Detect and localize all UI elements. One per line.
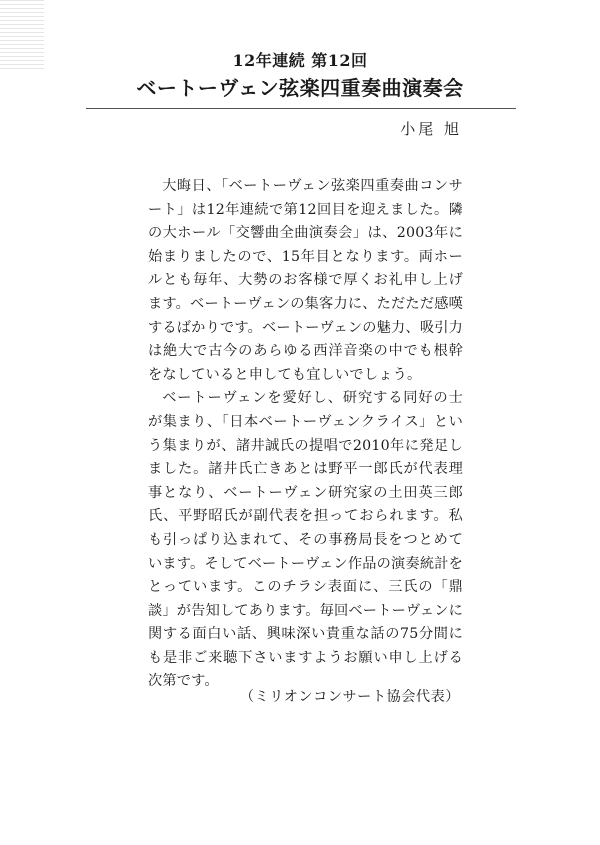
concert-subtitle: 12年連続 第12回: [232, 51, 368, 70]
concert-title: ベートーヴェン弦楽四重奏曲演奏会: [136, 76, 464, 100]
article-body: [148, 175, 463, 694]
paragraph-1: 大晦日、「ベートーヴェン弦楽四重奏曲コンサート」は12年連続で第12回目を迎えました。隣の大ホール「交響曲全曲演奏会」は、2003年に始まりましたので、15年目となります。両ホールとも毎年、大勢のお客様で厚くお礼申し上げます。ベートーヴェンの集客力に、ただただ感嘆するばかりです。ベートーヴェンの魅力、吸引力は絶大で古今のあらゆる西洋音楽の中でも根幹をなしていると申しても宜しいでしょう。: [148, 178, 463, 383]
paragraph-2: ベートーヴェンを愛好し、研究する同好の士が集まり、「日本ベートーヴェンクライス」という集まりが、諸井誠氏の提唱で2010年に発足しました。諸井氏亡きあとは野平一郎氏が代表理事となり、ベートーヴェン研究家の土田英三郎氏、平野昭氏が副代表を担っておられます。私も引っぱり込まれて、その事務局長をつとめています。そしてベートーヴェン作品の演奏統計をとっています。このチラシ表面に、三氏の「鼎談」が告知してあります。毎回ベートーヴェンに関する面白い話、興味深い貴重な話の75分間にも是非ご来聴下さいますようお願い申し上げる次第です。: [148, 390, 463, 690]
author-affiliation: （ミリオンコンサート協会代表）: [239, 689, 460, 705]
title-divider: [86, 108, 516, 109]
author-name: 小尾 旭: [400, 120, 462, 138]
document-header: [0, 50, 600, 102]
